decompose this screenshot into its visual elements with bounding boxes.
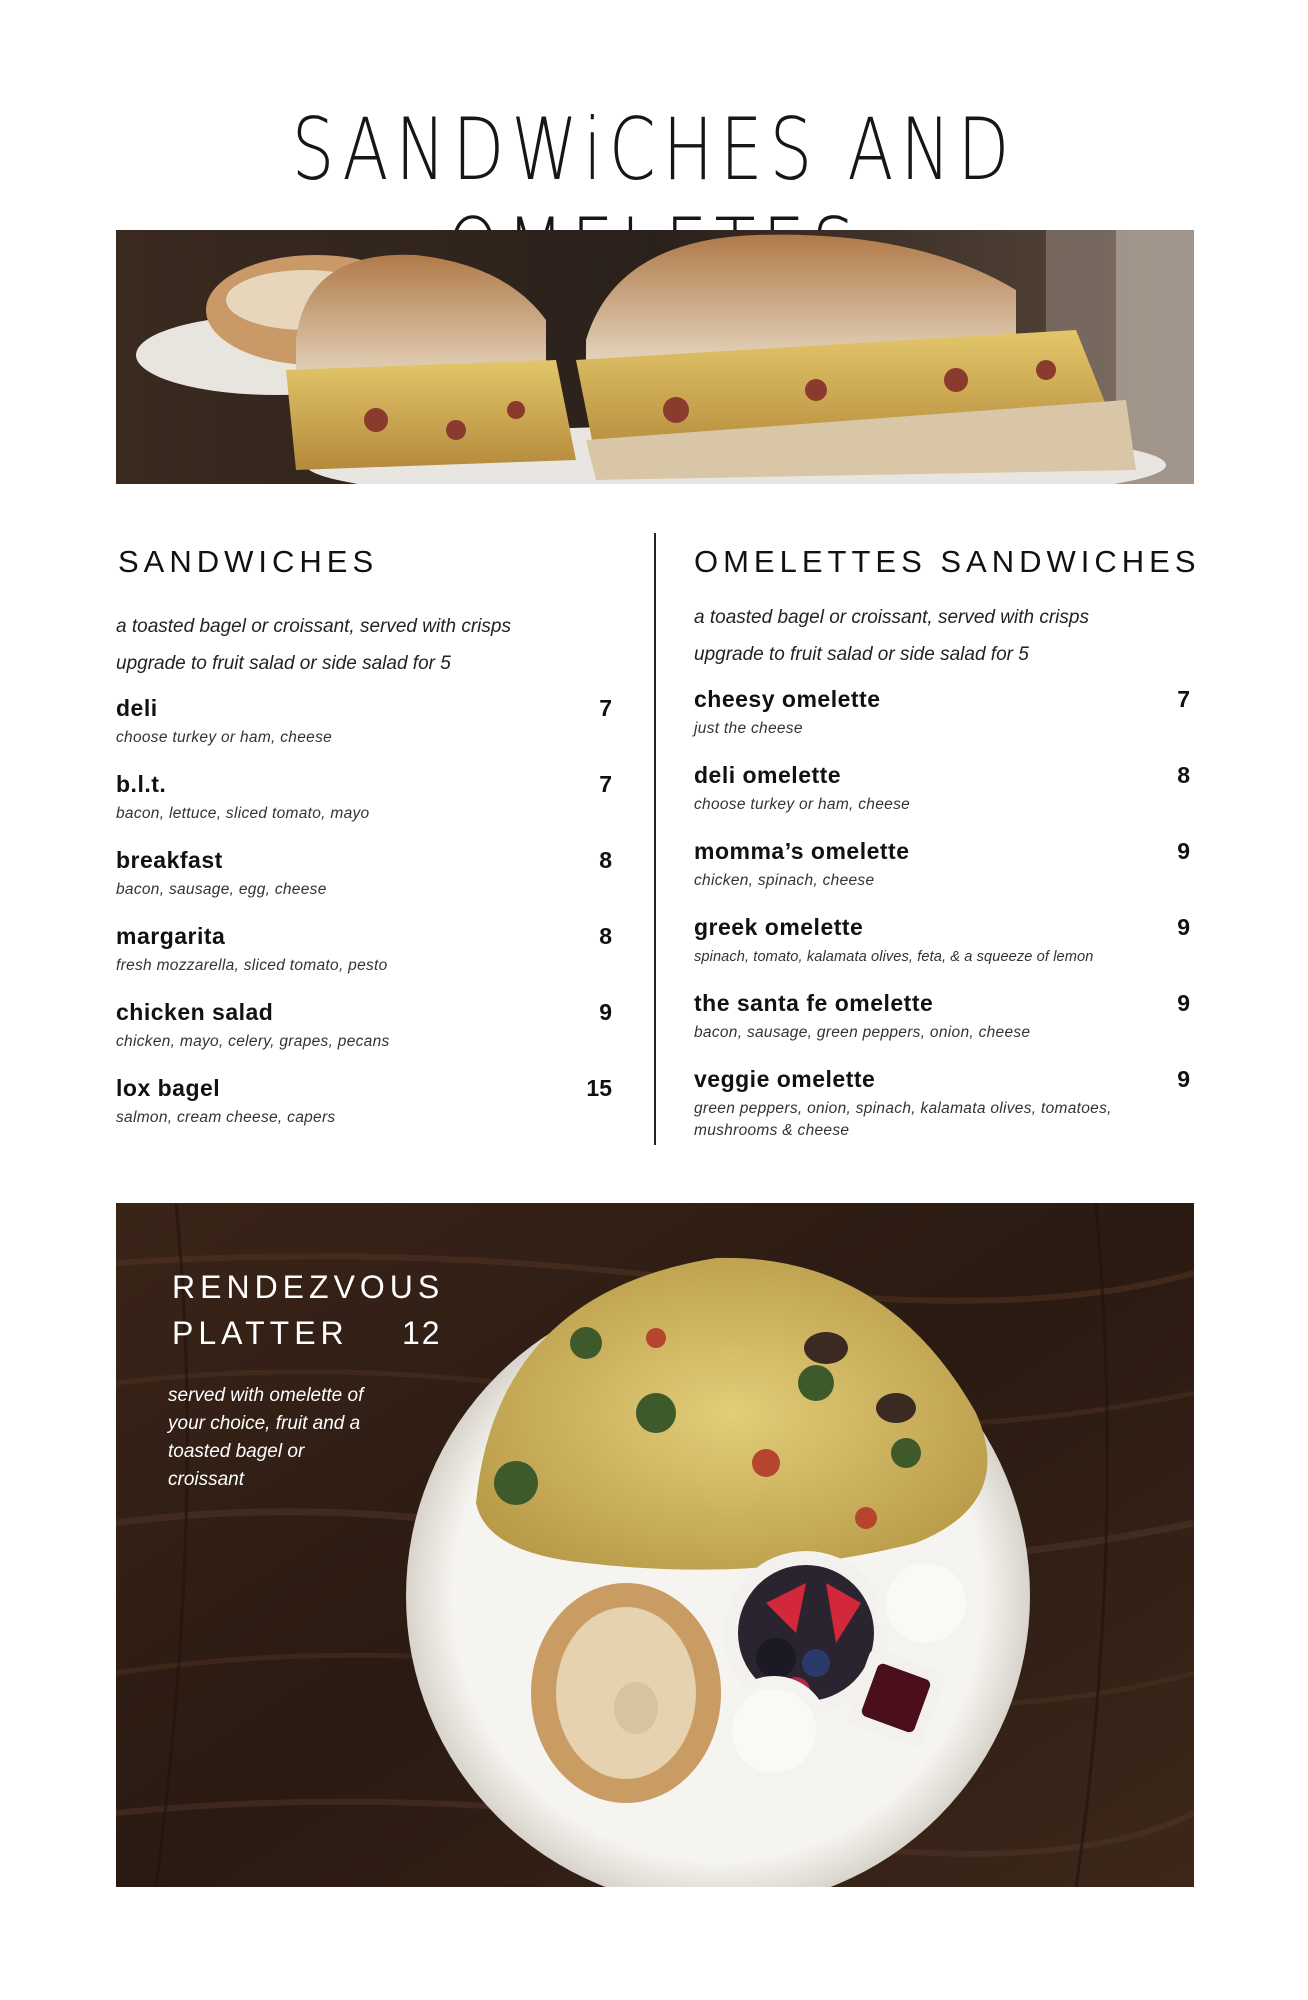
item-description: fresh mozzarella, sliced tomato, pesto: [116, 957, 388, 974]
item-price: 9: [1177, 990, 1190, 1016]
menu-item: [694, 836, 1190, 912]
item-description: chicken, mayo, celery, grapes, pecans: [116, 1033, 390, 1050]
item-name: b.l.t.: [116, 771, 167, 797]
item-name: deli omelette: [694, 762, 842, 788]
omelettes-note-2: upgrade to fruit salad or side salad for 5: [694, 644, 1029, 665]
item-price: 15: [586, 1075, 612, 1101]
menu-item: [116, 693, 612, 769]
sandwiches-heading: SANDWICHES: [118, 544, 379, 579]
item-name: the santa fe omelette: [694, 990, 934, 1016]
item-name: greek omelette: [694, 914, 864, 940]
item-price: 9: [1177, 914, 1190, 940]
menu-item: [694, 684, 1190, 760]
item-price: 7: [599, 771, 612, 797]
item-description: choose turkey or ham, cheese: [116, 729, 333, 746]
menu-item: [694, 988, 1190, 1064]
platter-title-line-2: PLATTER: [172, 1315, 349, 1351]
menu-item: [694, 1064, 1190, 1140]
sandwiches-note-2: upgrade to fruit salad or side salad for 5: [116, 653, 451, 674]
menu-item: [694, 760, 1190, 836]
omelettes-heading: OMELETTES SANDWICHES: [694, 544, 1201, 579]
item-name: momma’s omelette: [694, 838, 910, 864]
item-description: choose turkey or ham, cheese: [694, 796, 911, 813]
item-price: 9: [1177, 1066, 1190, 1092]
item-description: bacon, lettuce, sliced tomato, mayo: [116, 805, 370, 822]
omelettes-list: [694, 684, 1190, 1140]
menu-item: [116, 1073, 612, 1149]
item-name: deli: [116, 695, 158, 721]
hero-sandwich-photo: [116, 230, 1194, 484]
item-description: just the cheese: [694, 720, 803, 737]
item-description: bacon, sausage, green peppers, onion, cheese: [694, 1024, 1031, 1041]
page-title: SANDWiCHES AND: [291, 100, 1017, 200]
item-price: 8: [599, 923, 612, 949]
item-price: 7: [1177, 686, 1190, 712]
menu-item: [116, 769, 612, 845]
item-price: 8: [599, 847, 612, 873]
item-name: lox bagel: [116, 1075, 221, 1101]
item-name: margarita: [116, 923, 226, 949]
menu-item: [116, 921, 612, 997]
item-description: green peppers, onion, spinach, kalamata olives, tomatoes, mushrooms & cheese: [694, 1100, 1112, 1139]
column-divider: [654, 533, 656, 1145]
omelettes-note-1: a toasted bagel or croissant, served with crisps: [694, 607, 1089, 628]
menu-item: [116, 845, 612, 921]
platter-description: served with omelette of your choice, fruit and a toasted bagel or croissant: [168, 1385, 364, 1490]
item-price: 8: [1177, 762, 1190, 788]
item-name: chicken salad: [116, 999, 274, 1025]
item-name: breakfast: [116, 847, 223, 873]
sandwiches-note-1: a toasted bagel or croissant, served with crisps: [116, 616, 511, 637]
item-price: 7: [599, 695, 612, 721]
sandwiches-list: [116, 693, 612, 1149]
item-name: veggie omelette: [694, 1066, 876, 1092]
item-description: salmon, cream cheese, capers: [116, 1109, 336, 1126]
item-name: cheesy omelette: [694, 686, 881, 712]
item-price: 9: [599, 999, 612, 1025]
menu-item: [694, 912, 1190, 988]
item-description: spinach, tomato, kalamata olives, feta, & a squeeze of lemon: [694, 949, 1094, 965]
item-price: 9: [1177, 838, 1190, 864]
platter-price: 12: [402, 1315, 442, 1351]
item-description: bacon, sausage, egg, cheese: [116, 881, 327, 898]
platter-title-line-1: RENDEZVOUS: [172, 1269, 445, 1305]
item-description: chicken, spinach, cheese: [694, 872, 875, 889]
menu-item: [116, 997, 612, 1073]
